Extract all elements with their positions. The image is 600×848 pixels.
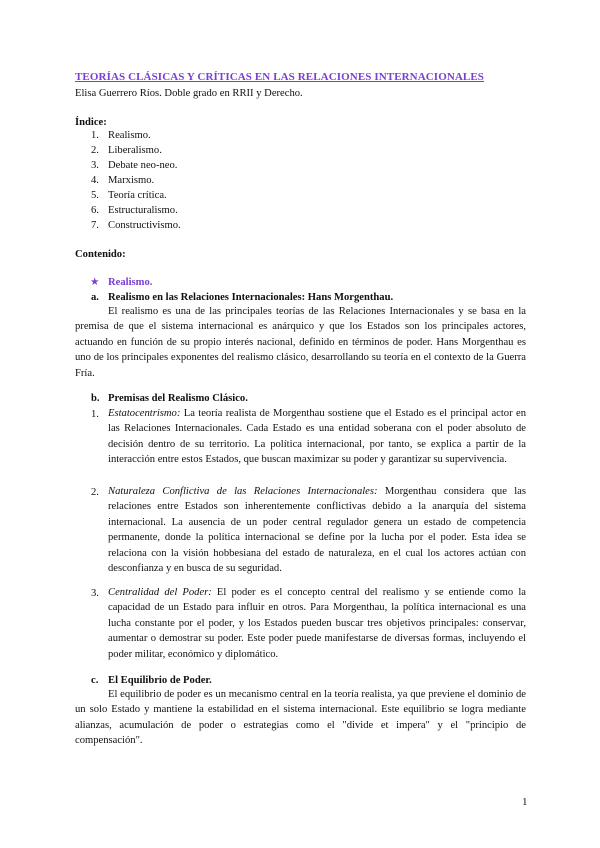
- author-line: Elisa Guerrero Ríos. Doble grado en RRII y Derecho.: [75, 88, 303, 99]
- index-item-label: Teoría crítica.: [108, 190, 167, 201]
- index-item-number: 6.: [91, 205, 99, 216]
- premise-term: Estatocentrismo:: [108, 408, 181, 419]
- index-item-label: Debate neo-neo.: [108, 160, 178, 171]
- index-item-number: 4.: [91, 175, 99, 186]
- content-heading: Contenido:: [75, 249, 126, 260]
- index-item-label: Constructivismo.: [108, 220, 181, 231]
- premise-number: 2.: [91, 487, 99, 498]
- premise-text: [108, 484, 526, 576]
- index-item-number: 3.: [91, 160, 99, 171]
- subheading-marker: a.: [91, 292, 99, 303]
- paragraph-realismo: El realismo es una de las principales teorías de las Relaciones Internacionales y se basa en la premisa de que el sistema internacional es anárquico y que los Estados son los principales actores, actuando en función de su propio interés nacional, definido en términos de poder. Hans Morgenthau es uno de los principales exponentes del realismo clásico, desarrollando su teoría en el contexto de la Guerra Fría.: [75, 306, 526, 379]
- premise-text: [108, 585, 526, 662]
- premise-term: Naturaleza Conflictiva de las Relaciones Internacionales:: [108, 486, 378, 497]
- index-item-number: 5.: [91, 190, 99, 201]
- subheading-marker: c.: [91, 675, 99, 686]
- index-item-label: Realismo.: [108, 130, 151, 141]
- subheading-label: Premisas del Realismo Clásico.: [108, 393, 248, 404]
- subheading-marker: b.: [91, 393, 100, 404]
- premise-term: Centralidad del Poder:: [108, 587, 212, 598]
- index-item-number: 1.: [91, 130, 99, 141]
- premise-text: [108, 406, 526, 468]
- document-title: TEORÍAS CLÁSICAS Y CRÍTICAS EN LAS RELACIONES INTERNACIONALES: [75, 71, 485, 83]
- page-number: 1: [522, 796, 528, 808]
- index-item-number: 7.: [91, 220, 99, 231]
- premise-number: 1.: [91, 409, 99, 420]
- paragraph-equilibrio: El equilibrio de poder es un mecanismo central en la teoría realista, ya que previene el dominio de un solo Estado y mantiene la estabilidad en el sistema internacional. Este equilibrio se logra mediante alianzas, acumulación de poder o estrategias como el "divide et impera" y el "principio de compensación".: [75, 689, 526, 747]
- premise-body: El poder es el concepto central del realismo y se entiende como la capacidad de un Estado para influir en otros. Para Morgenthau, la política internacional es una lucha constante por el poder, y los Estados pueden buscar tres objetivos principales: conservar, aumentar o demostrar su poder. Este poder puede manifestarse de diversas formas, incluyendo el poder militar, económico y diplomático.: [108, 587, 526, 660]
- subheading-label: El Equilibrio de Poder.: [108, 675, 212, 686]
- section-label: Realismo.: [108, 277, 153, 288]
- premise-number: 3.: [91, 588, 99, 599]
- index-item-label: Liberalismo.: [108, 145, 162, 156]
- index-item-label: Estructuralismo.: [108, 205, 178, 216]
- premise-body: La teoría realista de Morgenthau sostiene que el Estado es el principal actor en las Relaciones Internacionales. Cada Estado es una entidad soberana con el poder absoluto de decisión dentro de su territorio. La política internacional, por tanto, se explica a partir de la interacción entre estos Estados, que buscan maximizar su poder y garantizar su supervivencia.: [108, 408, 526, 466]
- index-heading: Índice:: [75, 117, 107, 128]
- premise-body: Morgenthau considera que las relaciones entre Estados son inherentemente conflictivas debido a la anarquía del sistema internacional. La ausencia de un poder central regulador genera un estado de competencia permanente, donde la política internacional se define por la lucha por el poder. Esta idea se relaciona con la visión hobbesiana del estado de naturaleza, en el cual los actores actúan con desconfianza y en busca de su seguridad.: [108, 486, 527, 575]
- star-bullet-icon: ★: [90, 277, 100, 288]
- index-item-number: 2.: [91, 145, 99, 156]
- index-item-label: Marxismo.: [108, 175, 155, 186]
- subheading-label: Realismo en las Relaciones Internacionales: Hans Morgenthau.: [108, 292, 394, 303]
